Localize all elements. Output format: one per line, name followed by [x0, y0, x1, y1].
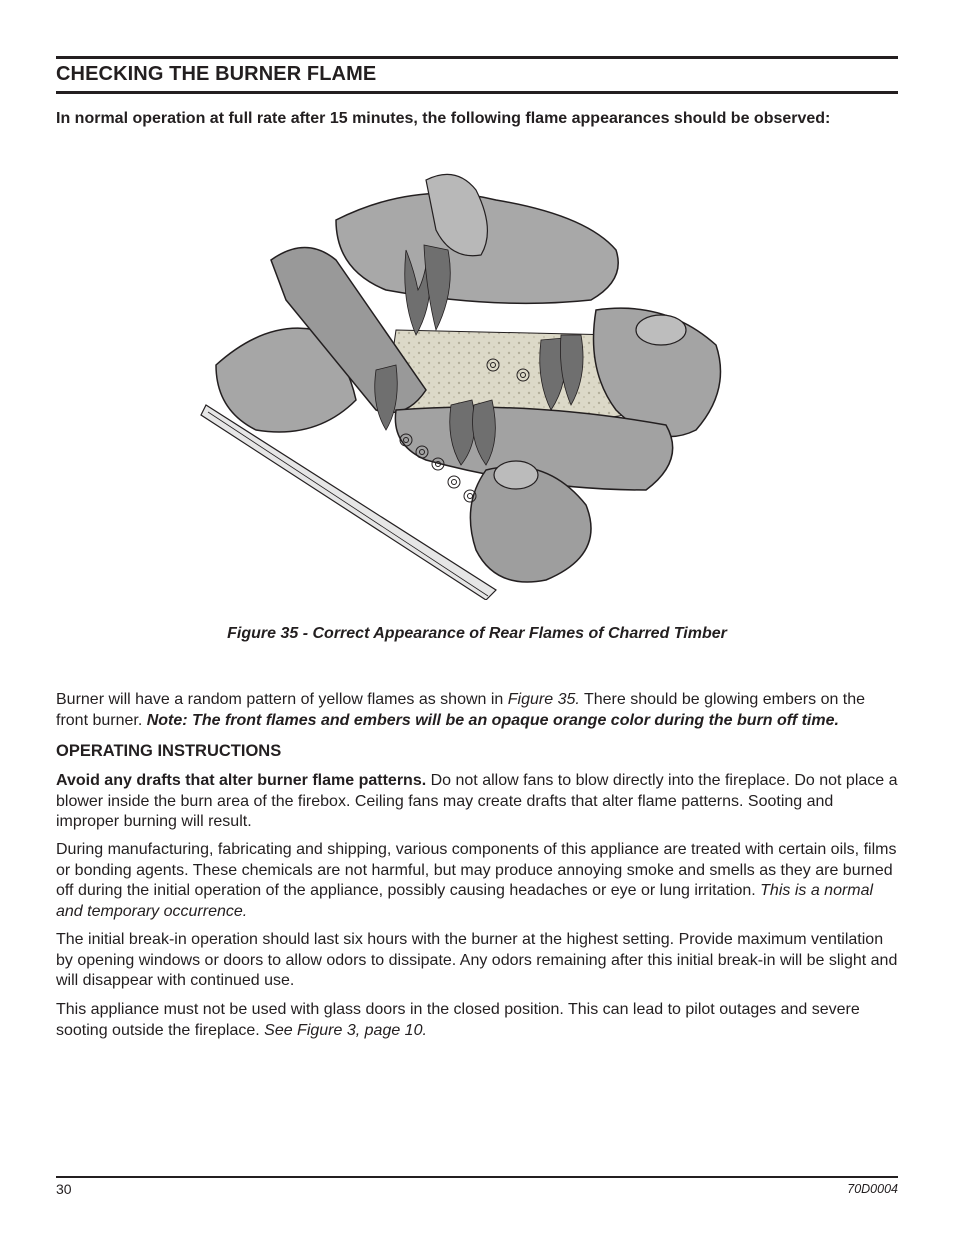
drafts-warning: Avoid any drafts that alter burner flame patterns. [56, 772, 427, 789]
header-top-rule [56, 56, 898, 59]
break-in-paragraph: The initial break-in operation should last six hours with the burner at the highest setting. Provide maximum ventilation by opening windows or doors to allow odors to dissipate. Any odors remaining after this initial break-in will be slight and will disappear with continued use. [56, 931, 898, 989]
figure-caption: Figure 35 - Correct Appearance of Rear Flames of Charred Timber [227, 625, 727, 642]
footer-rule [56, 1176, 898, 1178]
burn-off-note: Note: The front flames and embers will be an opaque orange color during the burn off time. [146, 711, 839, 729]
header-bottom-rule [56, 91, 898, 94]
manufacturing-text: During manufacturing, fabricating and shipping, various components of this appliance are treated with certain oils, films or bonding agents. These chemicals are not harmful, but may produce annoying smoke and smells as they are burned off during the initial operation of the appliance, possibly causing headaches or eye or lung irritation. [56, 841, 897, 899]
flame-description [56, 690, 898, 731]
manufacturing-paragraph [56, 840, 898, 922]
page-number: 30 [56, 1181, 72, 1197]
burner-logs-illustration [196, 160, 726, 600]
glass-doors-paragraph [56, 1000, 898, 1041]
document-code: 70D0004 [847, 1182, 898, 1196]
drafts-text: Do not allow fans to blow directly into the fireplace. Do not place a blower inside the burn area of the firebox. Ceiling fans may create drafts that alter flame patterns. Sooting and improper burning will result. [56, 772, 898, 830]
figure-reference: Figure 35. [507, 691, 580, 708]
manufacturing-note: This is a normal and temporary occurrence. [56, 882, 874, 920]
operating-instructions-title: OPERATING INSTRUCTIONS [56, 742, 282, 760]
flame-description-text-2: There should be glowing embers on the front burner. [56, 691, 866, 729]
intro-text: In normal operation at full rate after 15 minutes, the following flame appearances should be observed: [56, 110, 831, 127]
flame-description-text: Burner will have a random pattern of yellow flames as shown in [56, 691, 508, 708]
drafts-paragraph [56, 771, 898, 833]
manual-page [56, 0, 898, 1235]
section-title: CHECKING THE BURNER FLAME [56, 63, 377, 85]
glass-doors-reference: See Figure 3, page 10. [264, 1021, 427, 1039]
glass-doors-text: This appliance must not be used with glass doors in the closed position. This can lead to pilot outages and severe sooting outside the fireplace. [56, 1001, 860, 1039]
